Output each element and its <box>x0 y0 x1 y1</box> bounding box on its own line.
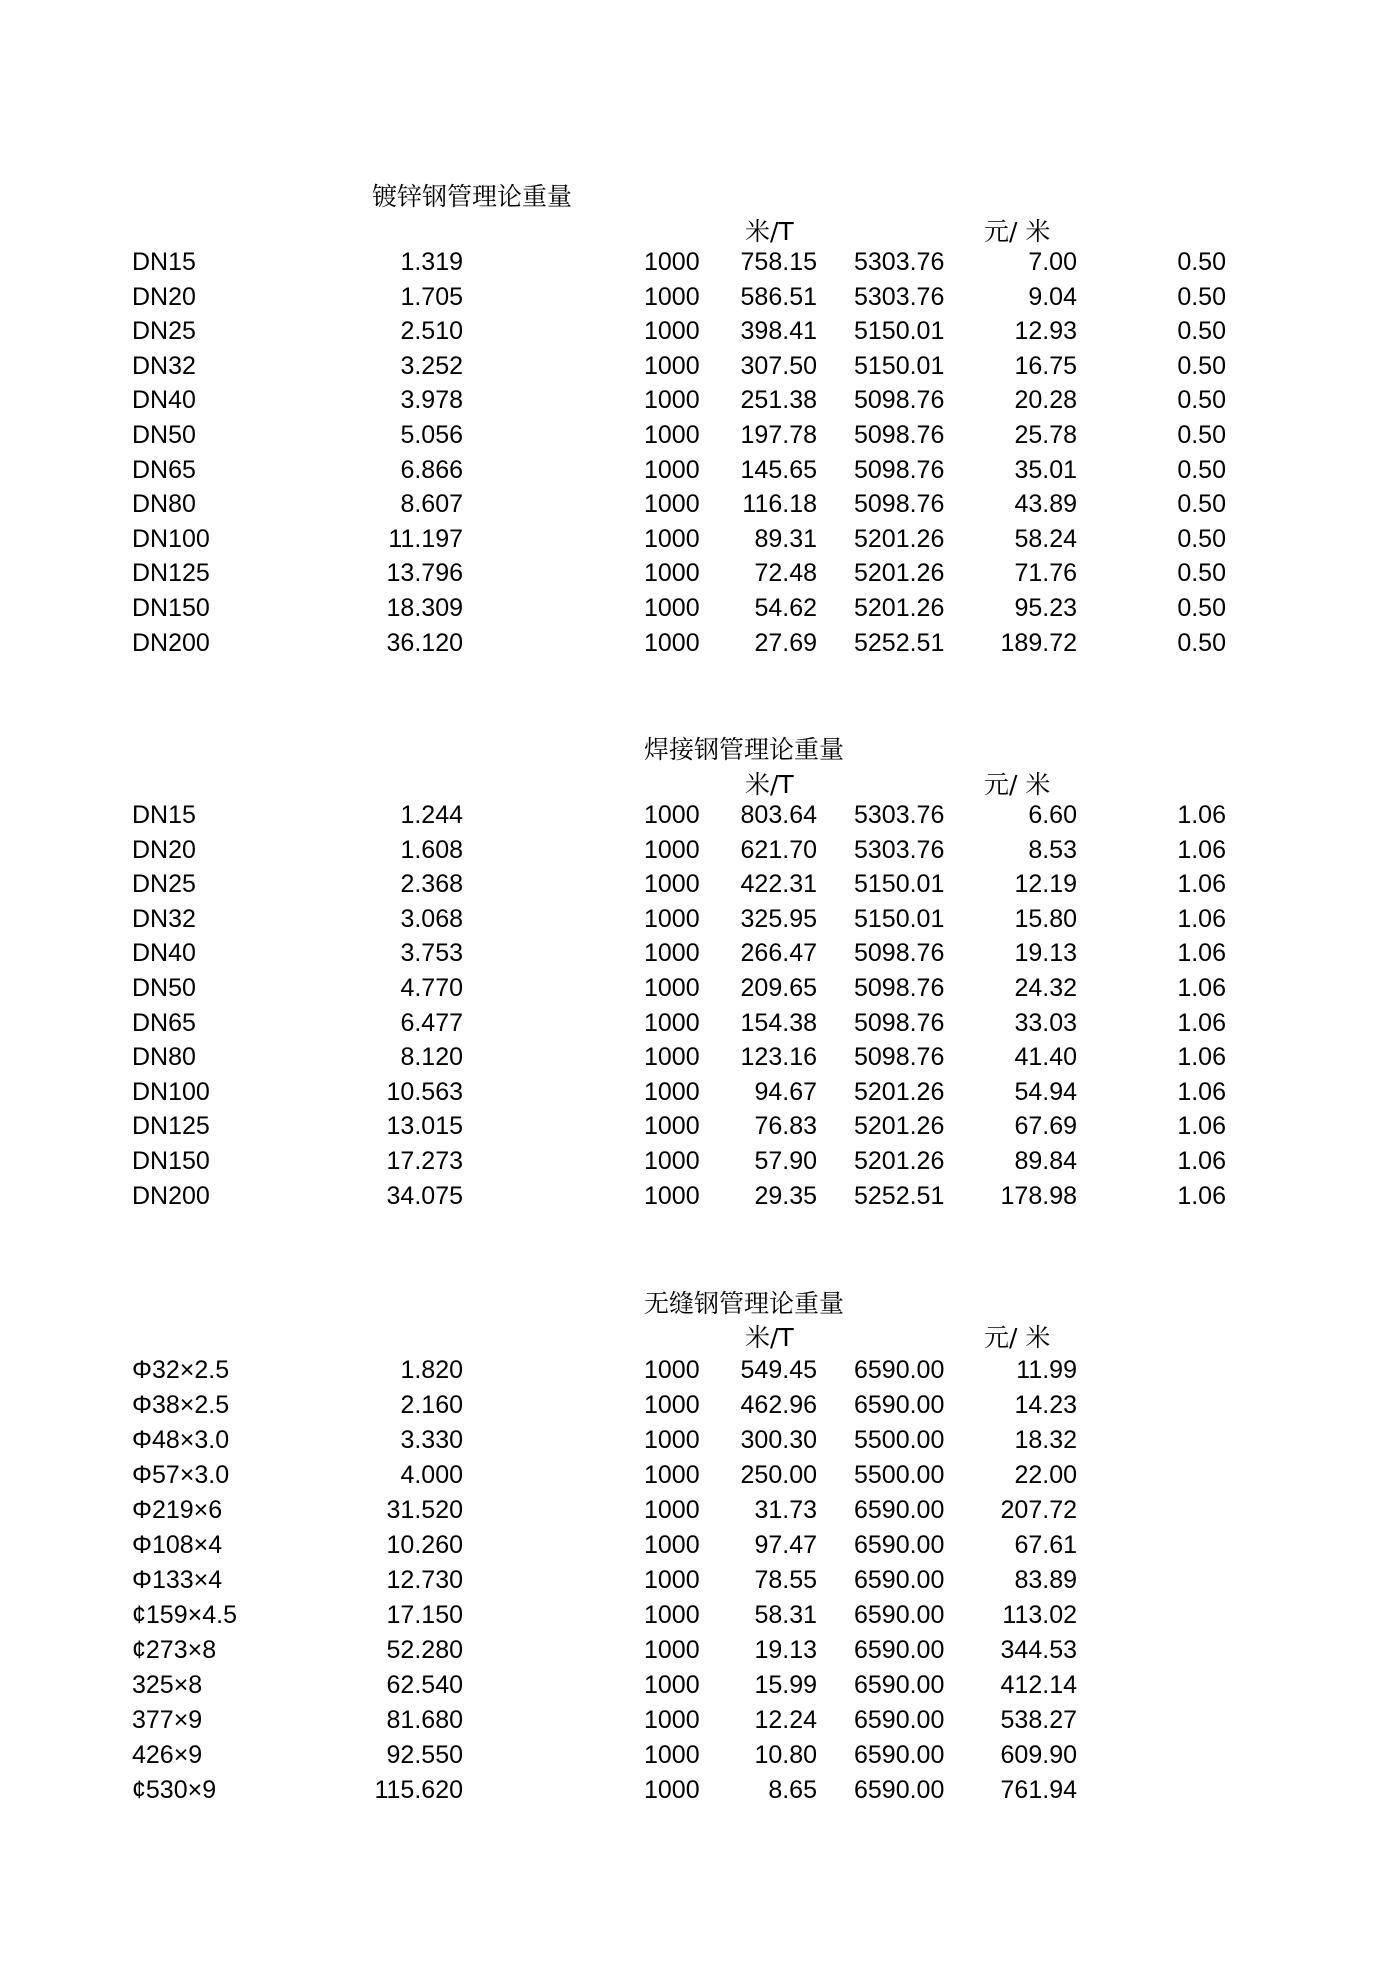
table-row <box>0 1635 1394 1665</box>
weight-per-meter: 13.015 <box>386 1112 463 1141</box>
pipe-spec: DN40 <box>132 939 196 968</box>
weight-per-meter: 1.244 <box>400 801 463 829</box>
price-per-meter: 41.40 <box>1014 1043 1077 1072</box>
pipe-spec: ¢159×4.5 <box>132 1601 237 1629</box>
meters-per-ton: 300.30 <box>740 1426 817 1454</box>
pipe-spec: DN32 <box>132 351 196 380</box>
price-per-meter: 35.01 <box>1014 455 1077 484</box>
price-per-ton: 6590.00 <box>854 1356 945 1384</box>
table-row <box>0 1705 1394 1735</box>
extra-value: 1.06 <box>1177 904 1226 933</box>
kg-per-ton: 1000 <box>644 1391 700 1419</box>
weight-per-meter: 52.280 <box>386 1636 463 1664</box>
weight-per-meter: 115.620 <box>374 1776 463 1804</box>
table-row <box>0 524 1394 554</box>
pipe-spec: Φ32×2.5 <box>132 1356 230 1384</box>
kg-per-ton: 1000 <box>644 490 700 519</box>
price-per-ton: 5098.76 <box>854 974 945 1002</box>
extra-value: 1.06 <box>1177 1147 1226 1175</box>
price-per-ton: 5201.26 <box>854 1077 945 1106</box>
weight-per-meter: 3.978 <box>400 386 463 415</box>
extra-value: 0.50 <box>1177 490 1226 519</box>
pipe-spec: DN200 <box>132 628 210 657</box>
table-row <box>0 1740 1394 1770</box>
weight-per-meter: 1.319 <box>400 248 463 276</box>
kg-per-ton: 1000 <box>644 974 700 1002</box>
table-row <box>0 247 1394 277</box>
price-per-ton: 6590.00 <box>854 1671 945 1699</box>
extra-value: 0.50 <box>1177 317 1226 346</box>
extra-value: 1.06 <box>1177 1181 1226 1210</box>
price-per-meter: 25.78 <box>1014 421 1077 449</box>
weight-per-meter: 34.075 <box>386 1181 463 1210</box>
meters-per-ton: 116.18 <box>742 490 817 519</box>
kg-per-ton: 1000 <box>644 801 700 829</box>
price-per-ton: 6590.00 <box>854 1566 945 1594</box>
weight-per-meter: 36.120 <box>386 628 463 657</box>
meters-per-ton: 398.41 <box>740 317 817 346</box>
kg-per-ton: 1000 <box>644 559 700 588</box>
table-row <box>0 869 1394 899</box>
meters-per-ton: 307.50 <box>740 351 817 380</box>
meters-per-ton: 78.55 <box>754 1566 817 1594</box>
unit-yuan-per-meter: 元/ 米 <box>984 217 1051 246</box>
price-per-meter: 12.19 <box>1014 870 1077 899</box>
meters-per-ton: 97.47 <box>754 1531 817 1559</box>
pipe-spec: DN65 <box>132 1008 196 1037</box>
weight-per-meter: 3.330 <box>400 1426 463 1454</box>
kg-per-ton: 1000 <box>644 1601 700 1629</box>
weight-per-meter: 17.273 <box>386 1147 463 1175</box>
price-per-ton: 6590.00 <box>854 1776 945 1804</box>
weight-per-meter: 5.056 <box>400 421 463 449</box>
price-per-ton: 5098.76 <box>854 1008 945 1037</box>
meters-per-ton: 8.65 <box>768 1776 817 1804</box>
kg-per-ton: 1000 <box>644 1496 700 1524</box>
price-per-ton: 5252.51 <box>854 1181 945 1210</box>
pipe-spec: Φ48×3.0 <box>132 1426 230 1454</box>
extra-value: 0.50 <box>1177 282 1226 311</box>
pipe-spec: Φ38×2.5 <box>132 1391 230 1419</box>
price-per-ton: 6590.00 <box>854 1391 945 1419</box>
extra-value: 1.06 <box>1177 1077 1226 1106</box>
price-per-meter: 178.98 <box>1000 1181 1077 1210</box>
kg-per-ton: 1000 <box>644 1636 700 1664</box>
table-row <box>0 489 1394 519</box>
extra-value: 0.50 <box>1177 455 1226 484</box>
price-per-meter: 344.53 <box>1000 1636 1077 1664</box>
extra-value: 1.06 <box>1177 801 1226 829</box>
meters-per-ton: 209.65 <box>740 974 817 1002</box>
kg-per-ton: 1000 <box>644 421 700 449</box>
pipe-spec: DN50 <box>132 974 196 1002</box>
price-per-ton: 5098.76 <box>854 1043 945 1072</box>
table-row <box>0 455 1394 485</box>
price-per-ton: 5303.76 <box>854 835 945 864</box>
price-per-ton: 5201.26 <box>854 524 945 553</box>
weight-per-meter: 3.068 <box>400 904 463 933</box>
table-row <box>0 1530 1394 1560</box>
pipe-spec: DN20 <box>132 282 196 311</box>
table-row <box>0 1565 1394 1595</box>
price-per-meter: 9.04 <box>1028 282 1077 311</box>
price-per-ton: 5500.00 <box>854 1426 945 1454</box>
price-per-meter: 18.32 <box>1014 1426 1077 1454</box>
kg-per-ton: 1000 <box>644 1741 700 1769</box>
weight-per-meter: 10.260 <box>386 1531 463 1559</box>
pipe-spec: DN100 <box>132 1077 210 1106</box>
meters-per-ton: 586.51 <box>740 282 817 311</box>
pipe-spec: 426×9 <box>132 1741 203 1769</box>
pipe-spec: DN15 <box>132 801 196 829</box>
meters-per-ton: 76.83 <box>754 1112 817 1141</box>
table-row <box>0 1460 1394 1490</box>
price-per-meter: 67.61 <box>1014 1531 1077 1559</box>
weight-per-meter: 3.753 <box>400 939 463 968</box>
price-per-ton: 5098.76 <box>854 455 945 484</box>
pipe-spec: DN125 <box>132 1112 210 1141</box>
price-per-meter: 58.24 <box>1014 524 1077 553</box>
price-per-ton: 5201.26 <box>854 559 945 588</box>
table-row <box>0 1600 1394 1630</box>
price-per-meter: 95.23 <box>1014 594 1077 622</box>
kg-per-ton: 1000 <box>644 594 700 622</box>
table-row <box>0 1111 1394 1141</box>
extra-value: 0.50 <box>1177 351 1226 380</box>
table-row <box>0 835 1394 865</box>
price-per-meter: 83.89 <box>1014 1566 1077 1594</box>
price-per-meter: 538.27 <box>1000 1706 1077 1734</box>
price-per-ton: 6590.00 <box>854 1706 945 1734</box>
kg-per-ton: 1000 <box>644 1077 700 1106</box>
kg-per-ton: 1000 <box>644 524 700 553</box>
meters-per-ton: 266.47 <box>740 939 817 968</box>
extra-value: 1.06 <box>1177 835 1226 864</box>
table-row <box>0 558 1394 588</box>
weight-per-meter: 2.160 <box>400 1391 463 1419</box>
pipe-spec: DN150 <box>132 594 210 622</box>
table-row <box>0 282 1394 312</box>
weight-per-meter: 81.680 <box>386 1706 463 1734</box>
price-per-meter: 8.53 <box>1028 835 1077 864</box>
section-title: 镀锌钢管理论重量 <box>372 182 573 211</box>
meters-per-ton: 72.48 <box>754 559 817 588</box>
pipe-spec: DN25 <box>132 317 196 346</box>
price-per-ton: 6590.00 <box>854 1601 945 1629</box>
kg-per-ton: 1000 <box>644 1147 700 1175</box>
price-per-meter: 67.69 <box>1014 1112 1077 1141</box>
price-per-meter: 113.02 <box>1002 1601 1077 1629</box>
kg-per-ton: 1000 <box>644 939 700 968</box>
price-per-ton: 5201.26 <box>854 1112 945 1141</box>
kg-per-ton: 1000 <box>644 1356 700 1384</box>
weight-per-meter: 2.510 <box>400 317 463 346</box>
table-row <box>0 1670 1394 1700</box>
unit-yuan-per-meter: 元/ 米 <box>984 1323 1051 1352</box>
table-row <box>0 385 1394 415</box>
extra-value: 1.06 <box>1177 1043 1226 1072</box>
meters-per-ton: 27.69 <box>754 628 817 657</box>
table-row <box>0 973 1394 1003</box>
table-row <box>0 1146 1394 1176</box>
extra-value: 0.50 <box>1177 594 1226 622</box>
kg-per-ton: 1000 <box>644 1531 700 1559</box>
table-row <box>0 1355 1394 1385</box>
price-per-meter: 24.32 <box>1014 974 1077 1002</box>
price-per-meter: 33.03 <box>1014 1008 1077 1037</box>
weight-per-meter: 8.607 <box>400 490 463 519</box>
pipe-spec: DN40 <box>132 386 196 415</box>
extra-value: 1.06 <box>1177 974 1226 1002</box>
price-per-meter: 12.93 <box>1014 317 1077 346</box>
meters-per-ton: 10.80 <box>754 1741 817 1769</box>
weight-per-meter: 8.120 <box>400 1043 463 1072</box>
unit-yuan-per-meter: 元/ 米 <box>984 770 1051 799</box>
kg-per-ton: 1000 <box>644 1112 700 1141</box>
table-row <box>0 904 1394 934</box>
weight-per-meter: 92.550 <box>386 1741 463 1769</box>
kg-per-ton: 1000 <box>644 1426 700 1454</box>
kg-per-ton: 1000 <box>644 1671 700 1699</box>
meters-per-ton: 145.65 <box>740 455 817 484</box>
pipe-spec: 377×9 <box>132 1706 203 1734</box>
extra-value: 0.50 <box>1177 628 1226 657</box>
extra-value: 0.50 <box>1177 559 1226 588</box>
table-row <box>0 316 1394 346</box>
weight-per-meter: 18.309 <box>386 594 463 622</box>
price-per-meter: 189.72 <box>1000 628 1077 657</box>
price-per-meter: 20.28 <box>1014 386 1077 415</box>
meters-per-ton: 154.38 <box>740 1008 817 1037</box>
meters-per-ton: 197.78 <box>740 421 817 449</box>
price-per-ton: 6590.00 <box>854 1741 945 1769</box>
price-per-ton: 5098.76 <box>854 421 945 449</box>
kg-per-ton: 1000 <box>644 351 700 380</box>
price-per-meter: 207.72 <box>1000 1496 1077 1524</box>
section-title: 无缝钢管理论重量 <box>644 1289 845 1318</box>
price-per-meter: 412.14 <box>1000 1671 1077 1699</box>
weight-per-meter: 31.520 <box>386 1496 463 1524</box>
price-per-ton: 5201.26 <box>854 594 945 622</box>
price-per-meter: 6.60 <box>1028 801 1077 829</box>
kg-per-ton: 1000 <box>644 904 700 933</box>
meters-per-ton: 29.35 <box>754 1181 817 1210</box>
kg-per-ton: 1000 <box>644 1008 700 1037</box>
weight-per-meter: 6.477 <box>400 1008 463 1037</box>
price-per-ton: 5500.00 <box>854 1461 945 1489</box>
table-row <box>0 420 1394 450</box>
extra-value: 1.06 <box>1177 1008 1226 1037</box>
pipe-spec: Φ219×6 <box>132 1496 223 1524</box>
price-per-meter: 761.94 <box>1000 1776 1077 1804</box>
meters-per-ton: 57.90 <box>754 1147 817 1175</box>
extra-value: 0.50 <box>1177 421 1226 449</box>
meters-per-ton: 803.64 <box>740 801 817 829</box>
price-per-ton: 5150.01 <box>854 317 945 346</box>
pipe-spec: DN125 <box>132 559 210 588</box>
meters-per-ton: 31.73 <box>754 1496 817 1524</box>
price-per-meter: 89.84 <box>1014 1147 1077 1175</box>
meters-per-ton: 123.16 <box>740 1043 817 1072</box>
weight-per-meter: 4.000 <box>400 1461 463 1489</box>
pipe-spec: DN150 <box>132 1147 210 1175</box>
price-per-ton: 6590.00 <box>854 1531 945 1559</box>
pipe-spec: DN200 <box>132 1181 210 1210</box>
meters-per-ton: 89.31 <box>754 524 817 553</box>
table-row <box>0 1077 1394 1107</box>
kg-per-ton: 1000 <box>644 870 700 899</box>
table-row <box>0 1008 1394 1038</box>
pipe-spec: DN80 <box>132 1043 196 1072</box>
kg-per-ton: 1000 <box>644 282 700 311</box>
kg-per-ton: 1000 <box>644 1566 700 1594</box>
meters-per-ton: 462.96 <box>740 1391 817 1419</box>
price-per-meter: 54.94 <box>1014 1077 1077 1106</box>
pipe-spec: DN20 <box>132 835 196 864</box>
table-row <box>0 1181 1394 1211</box>
weight-per-meter: 1.608 <box>400 835 463 864</box>
pipe-spec: DN100 <box>132 524 210 553</box>
pipe-spec: DN65 <box>132 455 196 484</box>
extra-value: 0.50 <box>1177 248 1226 276</box>
table-row <box>0 1390 1394 1420</box>
meters-per-ton: 549.45 <box>740 1356 817 1384</box>
price-per-ton: 6590.00 <box>854 1496 945 1524</box>
pipe-spec: ¢530×9 <box>132 1776 217 1804</box>
kg-per-ton: 1000 <box>644 1181 700 1210</box>
table-row <box>0 1425 1394 1455</box>
kg-per-ton: 1000 <box>644 455 700 484</box>
kg-per-ton: 1000 <box>644 1043 700 1072</box>
extra-value: 0.50 <box>1177 386 1226 415</box>
weight-per-meter: 12.730 <box>386 1566 463 1594</box>
price-per-ton: 5303.76 <box>854 282 945 311</box>
price-per-meter: 15.80 <box>1014 904 1077 933</box>
pipe-spec: Φ133×4 <box>132 1566 223 1594</box>
price-per-ton: 5150.01 <box>854 904 945 933</box>
weight-per-meter: 13.796 <box>386 559 463 588</box>
table-row <box>0 1495 1394 1525</box>
price-per-ton: 5098.76 <box>854 386 945 415</box>
price-per-ton: 5201.26 <box>854 1147 945 1175</box>
extra-value: 1.06 <box>1177 870 1226 899</box>
weight-per-meter: 17.150 <box>386 1601 463 1629</box>
kg-per-ton: 1000 <box>644 628 700 657</box>
section-title: 焊接钢管理论重量 <box>644 735 845 764</box>
price-per-ton: 5150.01 <box>854 870 945 899</box>
table-row <box>0 800 1394 830</box>
table-row <box>0 1042 1394 1072</box>
table-row <box>0 351 1394 381</box>
extra-value: 0.50 <box>1177 524 1226 553</box>
weight-per-meter: 11.197 <box>388 524 463 553</box>
pipe-spec: DN25 <box>132 870 196 899</box>
weight-per-meter: 2.368 <box>400 870 463 899</box>
table-row <box>0 593 1394 623</box>
extra-value: 1.06 <box>1177 939 1226 968</box>
weight-per-meter: 4.770 <box>400 974 463 1002</box>
price-per-meter: 71.76 <box>1014 559 1077 588</box>
pipe-spec: ¢273×8 <box>132 1636 217 1664</box>
price-per-ton: 5252.51 <box>854 628 945 657</box>
price-per-ton: 5098.76 <box>854 939 945 968</box>
weight-per-meter: 1.705 <box>400 282 463 311</box>
pipe-spec: Φ108×4 <box>132 1531 223 1559</box>
price-per-meter: 16.75 <box>1014 351 1077 380</box>
pipe-spec: 325×8 <box>132 1671 203 1699</box>
table-row <box>0 938 1394 968</box>
meters-per-ton: 58.31 <box>754 1601 817 1629</box>
weight-per-meter: 62.540 <box>386 1671 463 1699</box>
kg-per-ton: 1000 <box>644 1776 700 1804</box>
pipe-spec: DN50 <box>132 421 196 449</box>
price-per-meter: 11.99 <box>1016 1356 1077 1384</box>
price-per-ton: 5098.76 <box>854 490 945 519</box>
weight-per-meter: 10.563 <box>386 1077 463 1106</box>
price-per-meter: 14.23 <box>1014 1391 1077 1419</box>
meters-per-ton: 251.38 <box>740 386 817 415</box>
price-per-meter: 43.89 <box>1014 490 1077 519</box>
meters-per-ton: 19.13 <box>754 1636 817 1664</box>
pipe-spec: DN80 <box>132 490 196 519</box>
weight-per-meter: 3.252 <box>400 351 463 380</box>
kg-per-ton: 1000 <box>644 1706 700 1734</box>
price-per-meter: 609.90 <box>1000 1741 1077 1769</box>
meters-per-ton: 250.00 <box>740 1461 817 1489</box>
price-per-meter: 19.13 <box>1014 939 1077 968</box>
price-per-ton: 5303.76 <box>854 801 945 829</box>
weight-per-meter: 1.820 <box>400 1356 463 1384</box>
meters-per-ton: 54.62 <box>754 594 817 622</box>
unit-meters-per-ton: 米/T <box>745 1323 794 1352</box>
table-row <box>0 1775 1394 1805</box>
price-per-meter: 22.00 <box>1014 1461 1077 1489</box>
extra-value: 1.06 <box>1177 1112 1226 1141</box>
meters-per-ton: 422.31 <box>740 870 817 899</box>
pipe-spec: DN15 <box>132 248 196 276</box>
kg-per-ton: 1000 <box>644 317 700 346</box>
kg-per-ton: 1000 <box>644 248 700 276</box>
kg-per-ton: 1000 <box>644 835 700 864</box>
price-per-ton: 5150.01 <box>854 351 945 380</box>
unit-meters-per-ton: 米/T <box>745 770 794 799</box>
meters-per-ton: 15.99 <box>754 1671 817 1699</box>
kg-per-ton: 1000 <box>644 1461 700 1489</box>
meters-per-ton: 621.70 <box>740 835 817 864</box>
pipe-spec: DN32 <box>132 904 196 933</box>
price-per-ton: 6590.00 <box>854 1636 945 1664</box>
meters-per-ton: 325.95 <box>740 904 817 933</box>
pipe-spec: Φ57×3.0 <box>132 1461 230 1489</box>
kg-per-ton: 1000 <box>644 386 700 415</box>
weight-per-meter: 6.866 <box>400 455 463 484</box>
meters-per-ton: 94.67 <box>754 1077 817 1106</box>
meters-per-ton: 12.24 <box>754 1706 817 1734</box>
table-row <box>0 628 1394 658</box>
meters-per-ton: 758.15 <box>740 248 817 276</box>
price-per-ton: 5303.76 <box>854 248 945 276</box>
price-per-meter: 7.00 <box>1028 248 1077 276</box>
unit-meters-per-ton: 米/T <box>745 217 794 246</box>
